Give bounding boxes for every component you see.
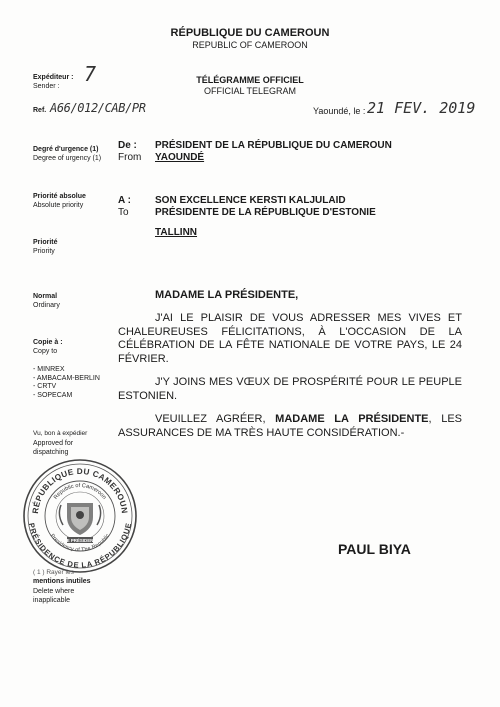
closing-text-end: , LES ASSURANCES DE MA TRÈS HAUTE CONSIDÉRATION.- bbox=[118, 413, 463, 439]
to-label-fr: A : bbox=[118, 195, 131, 206]
republic-title-fr: RÉPUBLIQUE DU CAMEROUN bbox=[170, 27, 330, 39]
svg-text:Presidency of The Republic: Presidency of The Republic bbox=[48, 533, 112, 554]
approval-line-2: Approved for bbox=[33, 440, 74, 447]
telegram-title-en: OFFICIAL TELEGRAM bbox=[203, 86, 297, 96]
date-label: Yaoundé, le : bbox=[313, 106, 366, 116]
copy-item: - AMBACAM-BERLIN bbox=[33, 374, 100, 382]
copy-label-en: Copy to bbox=[33, 348, 58, 355]
republic-title-en: REPUBLIC OF CAMEROON bbox=[192, 40, 308, 50]
normal-label-fr: Normal bbox=[33, 293, 58, 300]
paragraph-1: J'AI LE PLAISIR DE VOUS ADRESSER MES VIVES ET CHALEUREUSES FÉLICITATIONS, À L'OCCASION DE LA CÉLÉBRATION DE LA FÊTE NATIONALE DE VOTRE PAYS, LE 24 FÉVRIER. bbox=[118, 312, 462, 365]
closing-addressee: MADAME LA PRÉSIDENTE bbox=[275, 413, 429, 425]
priority-label-fr: Priorité bbox=[33, 239, 58, 246]
footnote-line-3: Delete where bbox=[33, 588, 75, 595]
copy-list bbox=[33, 366, 100, 400]
signature: PAUL BIYA bbox=[338, 541, 411, 557]
paragraph-3 bbox=[118, 413, 462, 440]
presidential-seal bbox=[21, 457, 139, 575]
ref-handwritten: A66/012/CAB/PR bbox=[50, 101, 146, 115]
date-stamp: 21 FEV. 2019 bbox=[367, 99, 476, 117]
normal-label-en: Ordinary bbox=[33, 302, 60, 309]
sender-handwritten: 7 bbox=[84, 62, 97, 86]
to-label-en: To bbox=[118, 207, 129, 218]
copy-label-fr: Copie à : bbox=[33, 339, 63, 346]
footnote-line-2: mentions inutiles bbox=[33, 578, 91, 585]
footnote-line-4: inapplicable bbox=[33, 597, 70, 604]
absolute-priority-label-fr: Priorité absolue bbox=[33, 193, 86, 200]
copy-item: - CRTV bbox=[33, 383, 57, 390]
telegram-title-fr: TÉLÉGRAMME OFFICIEL bbox=[196, 75, 304, 85]
to-line-1: SON EXCELLENCE KERSTI KALJULAID bbox=[155, 195, 346, 206]
from-title: PRÉSIDENT DE LA RÉPUBLIQUE DU CAMEROUN bbox=[155, 140, 392, 151]
urgency-label-fr: Degré d'urgence (1) bbox=[33, 146, 99, 153]
svg-text:LE PRÉSIDENT: LE PRÉSIDENT bbox=[64, 538, 96, 543]
approval-line-1: Vu, bon à expédier bbox=[33, 430, 88, 437]
urgency-label-en: Degree of urgency (1) bbox=[33, 155, 102, 162]
sender-label-fr: Expéditeur : bbox=[33, 74, 74, 81]
footnote-line-1: ( 1 ) Rayer les bbox=[33, 569, 74, 576]
priority-label-en: Priority bbox=[33, 248, 55, 255]
closing-text: VEUILLEZ AGRÉER, bbox=[155, 413, 266, 425]
ref-label: Ref. bbox=[33, 107, 47, 114]
svg-text:Republic of Cameroon: Republic of Cameroon bbox=[52, 482, 108, 501]
copy-item: - MINREX bbox=[33, 366, 65, 373]
from-label-en: From bbox=[118, 152, 142, 163]
approval-line-3: dispatching bbox=[33, 449, 69, 456]
letter-body bbox=[118, 312, 462, 440]
absolute-priority-label-en: Absolute priority bbox=[33, 202, 84, 209]
to-line-2: PRÉSIDENTE DE LA RÉPUBLIQUE D'ESTONIE bbox=[155, 207, 376, 218]
svg-text:RÉPUBLIQUE DU CAMEROUN: RÉPUBLIQUE DU CAMEROUN bbox=[30, 466, 130, 515]
svg-text:PRÉSIDENCE DE LA RÉPUBLIQUE: PRÉSIDENCE DE LA RÉPUBLIQUE bbox=[26, 522, 134, 570]
from-label-fr: De : bbox=[118, 140, 137, 151]
salutation: MADAME LA PRÉSIDENTE, bbox=[155, 289, 299, 301]
sender-label-en: Sender : bbox=[33, 83, 60, 90]
from-city: YAOUNDÉ bbox=[155, 152, 205, 163]
paragraph-2: J'Y JOINS MES VŒUX DE PROSPÉRITÉ POUR LE PEUPLE ESTONIEN. bbox=[118, 376, 462, 402]
to-city: TALLINN bbox=[155, 227, 198, 238]
copy-item: - SOPECAM bbox=[33, 391, 73, 399]
